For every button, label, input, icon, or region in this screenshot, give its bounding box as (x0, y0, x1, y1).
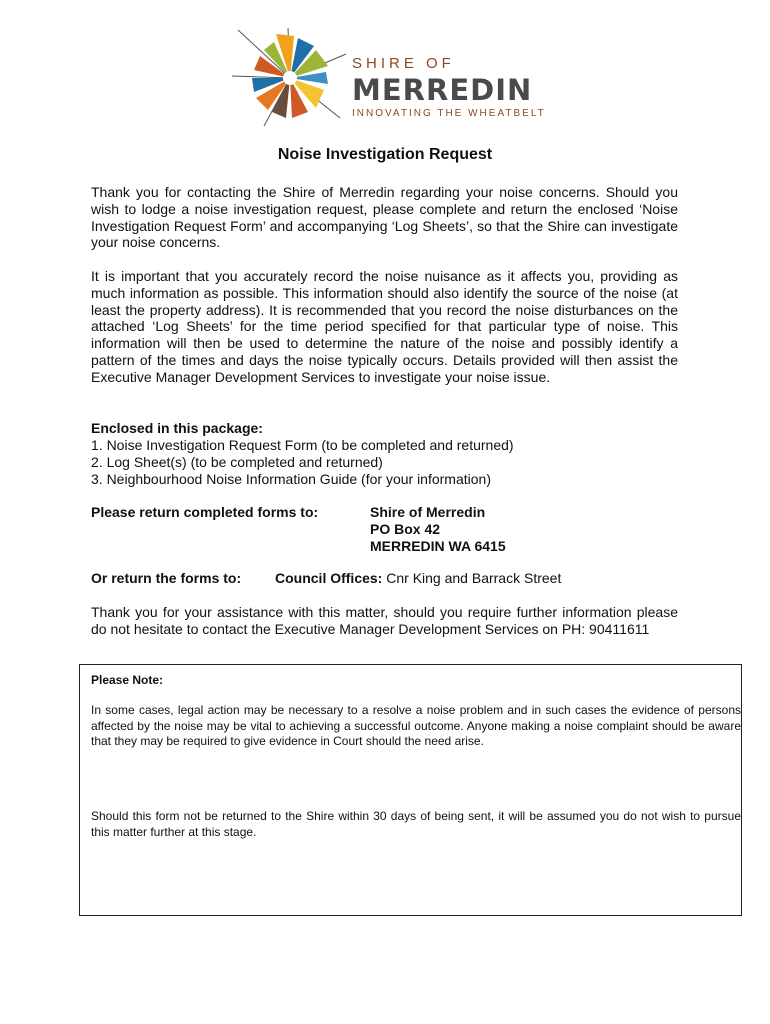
logo-shire-of: SHIRE OF (352, 55, 455, 72)
logo-tagline: INNOVATING THE WHEATBELT (352, 108, 546, 119)
document-title: Noise Investigation Request (277, 146, 493, 163)
council-offices-address: Cnr King and Barrack Street (382, 570, 562, 586)
enclosed-heading: Enclosed in this package: (91, 420, 263, 436)
logo-merredin: MERREDIN (352, 73, 533, 107)
please-note-box (79, 664, 742, 916)
shire-logo (228, 26, 548, 130)
or-return-label: Or return the forms to: (91, 570, 242, 586)
enclosed-item: 3. Neighbourhood Noise Information Guide (for your information) (91, 471, 491, 487)
return-label: Please return completed forms to: (91, 504, 319, 520)
return-address (370, 504, 506, 555)
intro-paragraph: Thank you for contacting the Shire of Merredin regarding your noise concerns. Should you wish to lodge a noise investigation request, please complete and return the enclosed ‘Noise Investigation Request Form’ and accompanying ‘Log Sheets’, so that the Shire can investigate your noise concerns. (91, 184, 678, 251)
enclosed-section (91, 420, 514, 488)
importance-paragraph: It is important that you accurately record the noise nuisance as it affects you, providing as much information as possible. This information should also identify the source of the noise (at least the property address). It is recommended that you record the noise disturbances on the attached ‘Log Sheets’ for the time period specified for that particular type of noise. This information will then be used to determine the nature of the noise and possibly identify a pattern of the times and days the noise typically occurs. Details provided will then assist the Executive Manager Development Services to investigate your noise issue. (91, 268, 678, 385)
return-address-line: Shire of Merredin (370, 504, 486, 520)
shire-logo-emblem-icon (228, 26, 352, 130)
note-paragraph-legal: In some cases, legal action may be necessary to a resolve a noise problem and in such cases the evidence of persons affected by the noise may be vital to achieving a successful outcome. Anyone making a noise complaint should be aware that they may be required to give evidence in Court should the need arise. (91, 703, 741, 748)
council-offices-label: Council Offices: (275, 570, 383, 586)
note-title: Please Note: (91, 673, 164, 687)
note-paragraph-30-days: Should this form not be returned to the Shire within 30 days of being sent, it will be assumed you do not wish to pursue this matter further at this stage. (91, 809, 741, 839)
thanks-paragraph: Thank you for your assistance with this matter, should you require further information please do not hesitate to contact the Executive Manager Development Services on PH: 90411611 (91, 604, 678, 637)
logo-wordmark (352, 56, 546, 120)
return-address-line: PO Box 42 (370, 521, 441, 537)
return-address-line: MERREDIN WA 6415 (370, 538, 506, 554)
council-offices (275, 570, 561, 586)
emblem-center (283, 71, 297, 85)
enclosed-item: 2. Log Sheet(s) (to be completed and returned) (91, 454, 383, 470)
enclosed-item: 1. Noise Investigation Request Form (to be completed and returned) (91, 437, 514, 453)
